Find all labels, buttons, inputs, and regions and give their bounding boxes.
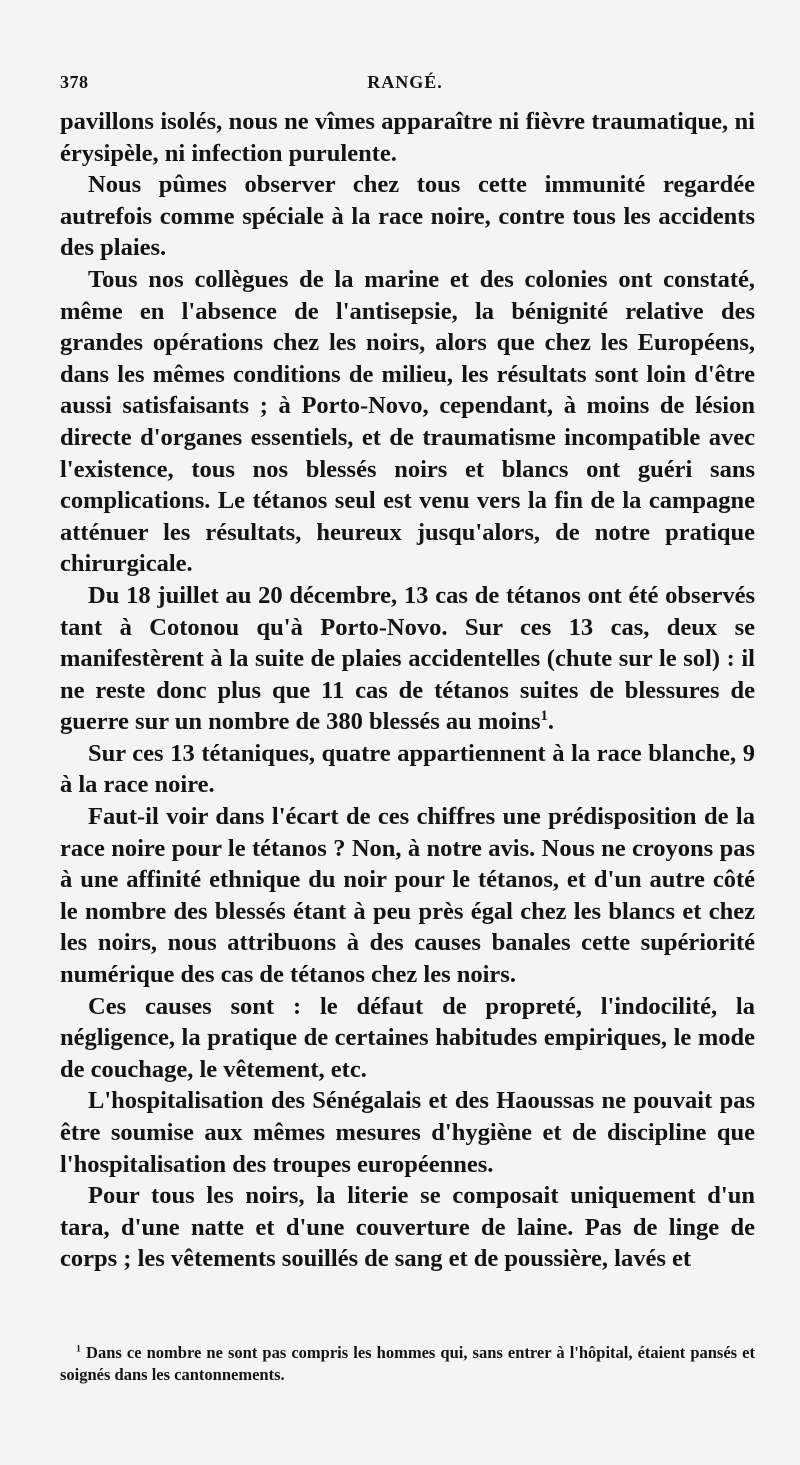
footnote xyxy=(60,1342,755,1386)
paragraph: pavillons isolés, nous ne vîmes apparaître ni fièvre traumatique, ni érysipèle, ni infection purulente. xyxy=(60,108,755,167)
paragraph: Faut-il voir dans l'écart de ces chiffres une prédisposition de la race noire pour le tétanos ? Non, à notre avis. Nous ne croyons pas à une affinité ethnique du noir pour le tétanos, et d'un autre côté le nombre des blessés étant à peu près égal chez les blancs et chez les noirs, nous attribuons à des causes banales cette supériorité numérique des cas de tétanos chez les noirs. xyxy=(60,803,755,989)
paragraph: Ces causes sont : le défaut de propreté, l'indocilité, la négligence, la pratique de certaines habitudes empiriques, le mode de couchage, le vêtement, etc. xyxy=(60,992,755,1083)
body-text xyxy=(60,106,755,1275)
footnote-text: Dans ce nombre ne sont pas compris les hommes qui, sans entrer à l'hôpital, étaient pansés et soignés dans les cantonnements. xyxy=(60,1343,756,1384)
paragraph: Tous nos collègues de la marine et des colonies ont constaté, même en l'absence de l'antisepsie, la bénignité relative des grandes opérations chez les noirs, alors que chez les Européens, dans les mêmes conditions de milieu, les résultats sont loin d'être aussi satisfaisants ; à Porto-Novo, cependant, à moins de lésion directe d'organes essentiels, et de traumatisme incompatible avec l'existence, tous nos blessés noirs et blancs ont guéri sans complications. Le tétanos seul est venu vers la fin de la campagne atténuer les résultats, heureux jusqu'alors, de notre pratique chirurgicale. xyxy=(60,265,755,578)
paragraph xyxy=(60,580,755,738)
paragraph: Nous pûmes observer chez tous cette immunité regardée autrefois comme spéciale à la race noire, contre tous les accidents des plaies. xyxy=(60,171,755,262)
paragraph: L'hospitalisation des Sénégalais et des Haoussas ne pouvait pas être soumise aux mêmes mesures d'hygiène et de discipline que l'hospitalisation des troupes européennes. xyxy=(60,1087,755,1178)
footnote-marker: 1 xyxy=(76,1343,81,1355)
page-header xyxy=(60,72,750,98)
sentence-end: . xyxy=(547,708,554,736)
page-number: 378 xyxy=(60,72,89,92)
paragraph: Sur ces 13 tétaniques, quatre appartiennent à la race blanche, 9 à la race noire. xyxy=(60,739,755,799)
paragraph: Pour tous les noirs, la literie se composait uniquement d'un tara, d'une natte et d'une couverture de laine. Pas de linge de corps ; les vêtements souillés de sang et de poussière, lavés et xyxy=(60,1182,755,1273)
running-title: RANGÉ. xyxy=(367,72,443,92)
footnote-reference: 1 xyxy=(540,708,548,725)
paragraph-text: Du 18 juillet au 20 décembre, 13 cas de tétanos ont été observés tant à Cotonou qu'à Porto-Novo. Sur ces 13 cas, deux se manifestèrent à la suite de plaies accidentelles (chute sur le sol) : il ne reste donc plus que 11 cas de tétanos suites de blessures de guerre sur un nombre de 380 blessés au moins xyxy=(60,581,755,736)
